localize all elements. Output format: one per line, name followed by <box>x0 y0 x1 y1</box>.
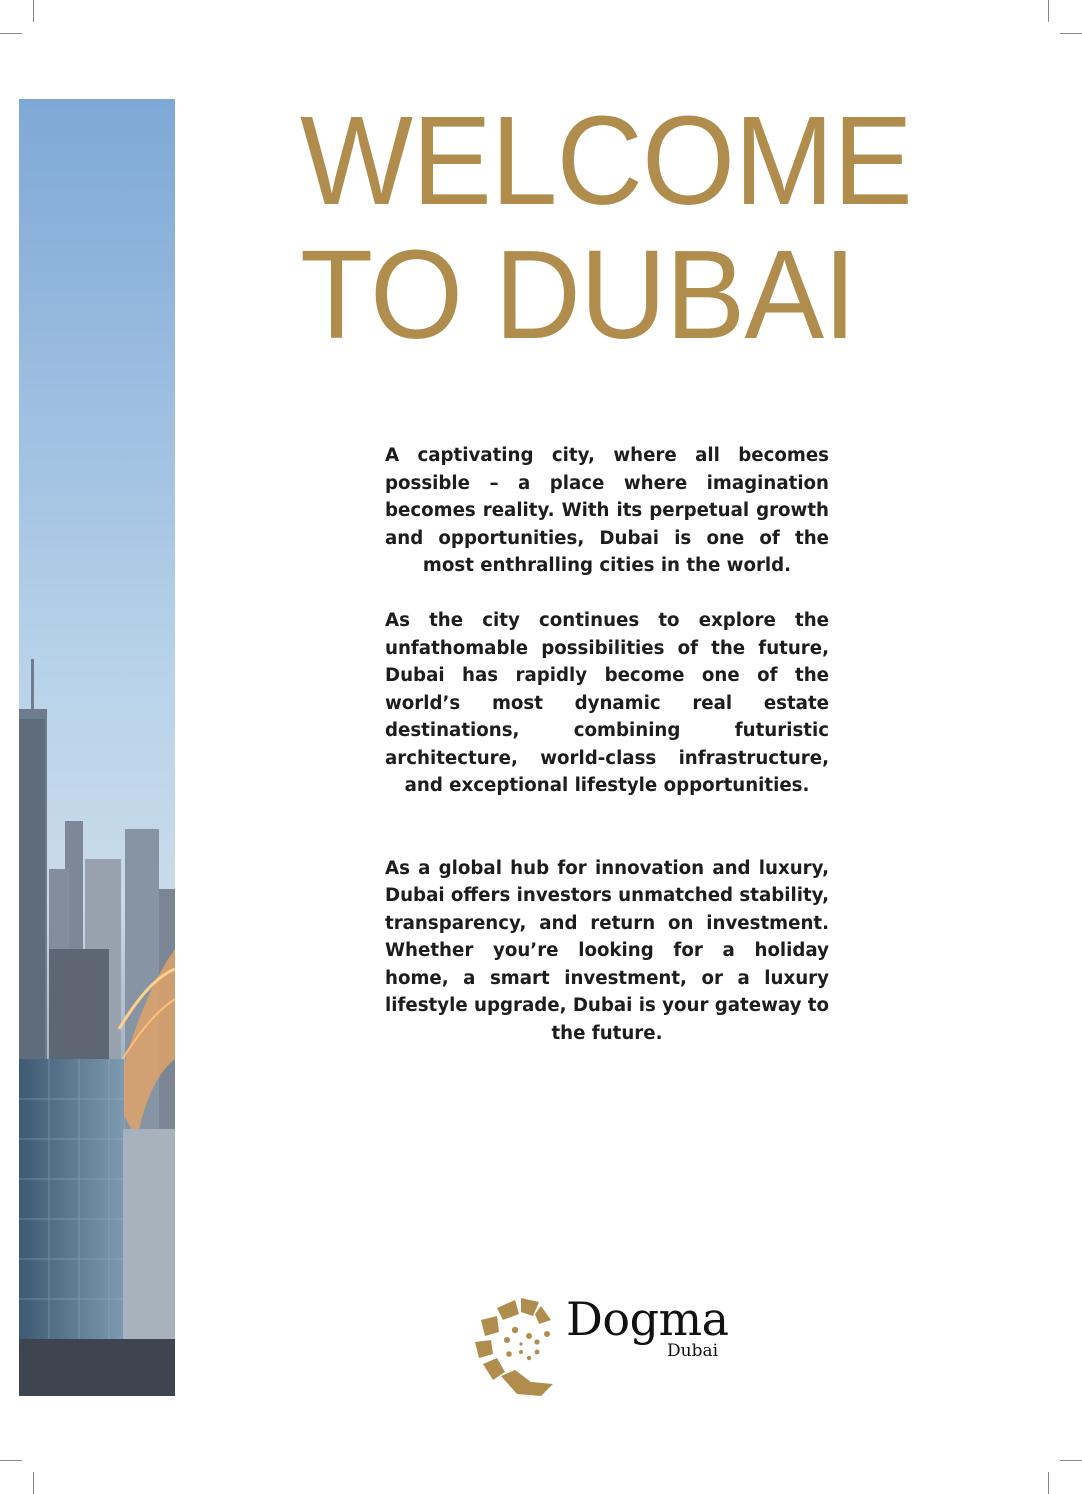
paragraph-intro: A captivating city, where all becomes possible – a place where imagination becomes reality. With its perpetual growth and opportunities, Dubai is one of the most enthralling cities in the world. <box>385 445 829 576</box>
city-skyline-photo <box>19 99 175 1396</box>
crop-mark-bottom-right-v <box>1048 1472 1049 1494</box>
logo-city: Dubai <box>667 1341 719 1361</box>
crop-mark-bottom-right-h <box>1060 1460 1082 1461</box>
crop-mark-top-right-h <box>1060 33 1082 34</box>
spiral-mark-icon <box>471 1290 571 1400</box>
crop-mark-bottom-left-h <box>0 1460 22 1461</box>
page-title <box>300 90 946 365</box>
title-line-2: TO DUBAI <box>300 224 856 365</box>
logo-name: Dogma <box>566 1292 729 1346</box>
dogma-dubai-logo <box>471 1290 761 1400</box>
body-copy <box>385 442 829 1047</box>
crop-mark-top-left-h <box>0 33 22 34</box>
paragraph-investment: As a global hub for innovation and luxury, Dubai offers investors unmatched stability, transparency, and return on investment. Whether you’re looking for a holiday home, a smart investment, or a luxury lifestyle upgrade, Dubai is your gateway to the future. <box>385 857 829 1044</box>
title-line-1: WELCOME <box>300 90 912 231</box>
crop-mark-top-right-v <box>1048 0 1049 22</box>
crop-mark-bottom-left-v <box>33 1472 34 1494</box>
crop-mark-top-left-v <box>33 0 34 22</box>
paragraph-real-estate: As the city continues to explore the unfathomable possibilities of the future, Dubai has rapidly become one of the world’s most dynamic real estate destinations, combining futuristic architecture, world-class infrastructure, and exceptional lifestyle opportunities. <box>385 610 829 796</box>
